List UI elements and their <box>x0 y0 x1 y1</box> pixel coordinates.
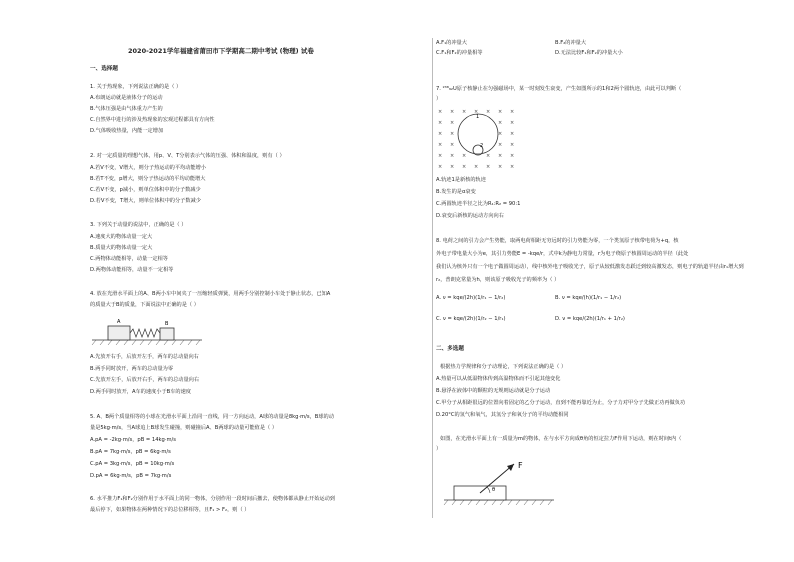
question-stem: 2. 对一定质量的理想气体，用p、V、T分别表示气体的压强、体积和温度，则有（ ） <box>90 153 285 159</box>
svg-text:×: × <box>462 109 467 115</box>
cart-spring-diagram <box>90 314 210 346</box>
option-a: A.速度大的物体动量一定大 <box>90 234 153 240</box>
svg-text:×: × <box>450 120 455 126</box>
column-divider <box>432 38 433 518</box>
option-a: A.热量可以从低温物体传到高温物体而不引起其他变化 <box>436 376 561 382</box>
svg-text:×: × <box>450 131 455 137</box>
option-b: B.若T不变，p增大，则分子热运动的平均动能增大 <box>90 176 206 182</box>
svg-text:×: × <box>474 164 479 170</box>
svg-text:×: × <box>474 109 479 115</box>
svg-text:×: × <box>498 131 503 137</box>
label-a: A <box>117 319 121 325</box>
svg-text:×: × <box>510 153 515 159</box>
svg-text:×: × <box>450 109 455 115</box>
question-stem: 6. 水平推力F₁和F₂分别作用于水平面上的同一物体，分别作用一段时间后撤去，使物体都从静止开始运动到 <box>90 496 335 502</box>
question-stem: 8. 电荷之间的引力会产生势能，取两电荷相距无穷远时的引力势能为零，一个类氢原子核带电荷为+q，核 <box>436 238 679 244</box>
option-a: A. ν = kqe/(2h)(1/r₁ − 1/r₂) <box>436 295 506 301</box>
option-d: D.气体吸收热量，内能一定增加 <box>90 128 164 134</box>
svg-text:×: × <box>486 109 491 115</box>
orbit-2-label: 2 <box>480 143 484 149</box>
svg-text:×: × <box>498 120 503 126</box>
svg-text:×: × <box>438 109 443 115</box>
svg-text:×: × <box>486 164 491 170</box>
inclined-force-diagram <box>440 458 560 508</box>
question-stem-cont: 的质量大于B的质量，下面说法中正确的是（ ） <box>90 302 199 308</box>
option-d: D.若V不变，T增大，则单位体积中的分子数减少 <box>90 198 201 204</box>
svg-text:×: × <box>486 153 491 159</box>
angle-label: θ <box>492 487 496 493</box>
option-c: C.两物体动能相等，动量一定相等 <box>90 256 168 262</box>
option-a: A.pA = -2kg·m/s，pB = 14kg·m/s <box>90 437 176 443</box>
option-d: D.无法比较F₁和F₂的冲量大小 <box>555 50 623 56</box>
question-stem: 如图，在光滑水平面上有一质量为m的物体，在与水平方向成θ角的恒定拉力F作用下运动，则在时间t内（ <box>440 436 682 442</box>
svg-text:×: × <box>498 153 503 159</box>
force-label: F <box>518 461 523 470</box>
option-b: B.F₂的冲量大 <box>555 40 587 46</box>
option-b: B.pA = 7kg·m/s，pB = 6kg·m/s <box>90 449 171 455</box>
svg-text:×: × <box>462 153 467 159</box>
svg-text:×: × <box>510 164 515 170</box>
question-stem-cont: 量是5kg·m/s，当A球追上B球发生碰撞，则碰撞后A、B两球的动量可能值是（ ） <box>90 425 278 431</box>
orbit-1 <box>458 114 498 154</box>
option-a: A.轨迹1是新核的轨迹 <box>436 177 486 183</box>
question-stem: 3. 下列关于动量的说法中，正确的是（ ） <box>90 222 187 228</box>
option-c: C.自然界中进行的涉及热现象的宏观过程都具有方向性 <box>90 117 215 123</box>
option-c: C. ν = kqe/(2h)(1/r₂ − 1/r₁) <box>436 316 506 322</box>
question-stem-cont: 我们认为核外只有一个电子做圆周运动），线中核外电子吸收光子，原子从较低激发态跃迁到较高激发态，则电子的轨道半径由r₁增大到 <box>436 264 744 270</box>
option-d: D. ν = kqe/(2h)(1/r₁ + 1/r₂) <box>555 316 625 322</box>
cart-a <box>108 326 130 340</box>
svg-text:×: × <box>510 109 515 115</box>
compressed-spring <box>130 329 160 337</box>
svg-text:×: × <box>498 142 503 148</box>
svg-text:×: × <box>462 164 467 170</box>
svg-text:×: × <box>450 164 455 170</box>
ground-hatch <box>444 500 552 505</box>
option-a: A.F₁的冲量大 <box>436 40 467 46</box>
svg-text:×: × <box>438 142 443 148</box>
option-a: A.若V不变，V增大，则分子热运动的平均动能增小 <box>90 165 206 171</box>
option-c: C.先放开左手，后放开右手，两车的总动量向右 <box>90 377 200 383</box>
option-a: A.先放开右手，后放开左手，两车的总动量向右 <box>90 354 199 360</box>
svg-text:×: × <box>450 142 455 148</box>
section-heading: 二、多选题 <box>436 346 464 352</box>
question-stem: 根据热力学规律和分子动理论，下列说法正确的是（ ） <box>440 364 567 370</box>
option-c: C.pA = 3kg·m/s，pB = 10kg·m/s <box>90 461 175 467</box>
section-heading: 一、选择题 <box>90 66 118 72</box>
orbit-1-label: 1 <box>476 114 480 120</box>
svg-text:×: × <box>510 142 515 148</box>
option-d: D.20°C的氢气和氧气，其氢分子和氧分子的平均动能相同 <box>436 412 569 418</box>
svg-text:×: × <box>438 164 443 170</box>
option-d: D.两手同时放开，A车的速度小于B车的速度 <box>90 389 191 395</box>
option-a: A.布朗运动就是液体分子的运动 <box>90 95 163 101</box>
option-b: B.悬浮在液体中的颗粒的无规则运动就是分子运动 <box>436 388 551 394</box>
question-stem-cont: ） <box>436 96 442 102</box>
option-d: D.pA = 6kg·m/s，pB = 7kg·m/s <box>90 473 172 479</box>
cart-b <box>160 328 174 340</box>
question-stem-cont: ） <box>436 446 442 452</box>
magnetic-field-diagram <box>436 106 520 172</box>
question-stem: 4. 放在光滑水平面上的A、B两小车中间夹了一压缩轻质弹簧，用两手分别控制小车处于静止状态，已知A <box>90 291 331 297</box>
option-d: D.两物体动能相等，动量不一定相等 <box>90 267 174 273</box>
option-b: B.两手同时放开，两车的总动量为零 <box>90 366 174 372</box>
option-b: B.发生的是α衰变 <box>436 189 476 195</box>
svg-text:×: × <box>498 164 503 170</box>
svg-text:×: × <box>450 153 455 159</box>
ground-hatch <box>92 340 200 345</box>
question-stem: 7. ²³⁸₉₂U原子核静止在匀强磁场中，某一时刻发生衰变，产生如图所示的1和2两个圆轨迹，由此可以判断（ <box>436 86 682 92</box>
question-stem: 5. A、B两个质量相等的小球在光滑水平面上沿同一直线，同一方向运动，A球的动量是8kg·m/s，B球的动 <box>90 414 334 420</box>
svg-text:×: × <box>498 109 503 115</box>
option-d: D.衰变后新核的运动方向向右 <box>436 213 504 219</box>
option-c: C.甲分子从相距很远的位置向着固定的乙分子运动，直到不能再靠近为止，分子力对甲分子先做正功再做负功 <box>436 400 686 406</box>
option-b: B.气体压强是由气体重力产生的 <box>90 106 163 112</box>
svg-text:×: × <box>438 120 443 126</box>
svg-text:×: × <box>438 153 443 159</box>
force-arrow-head <box>507 464 514 471</box>
svg-text:×: × <box>438 131 443 137</box>
option-c: C.F₁和F₂的冲量相等 <box>436 50 483 56</box>
option-c: C.两圆轨迹半径之比为R₁:R₂ = 90:1 <box>436 201 521 207</box>
option-b: B. ν = kqe/(h)(1/r₁ − 1/r₂) <box>555 295 622 301</box>
question-stem: 1. 关于热现象，下列说法正确的是（ ） <box>90 84 182 90</box>
question-stem-cont: 最后停下，如果物体在两种情况下的总位移相等，且F₁ > F₂，则（ ） <box>90 507 250 513</box>
option-b: B.质量大的物体动量一定大 <box>90 245 153 251</box>
svg-text:×: × <box>510 120 515 126</box>
option-c: C.若V不变，p减小，则单位体积中的分子数减少 <box>90 187 201 193</box>
question-stem-cont: r₂，普朗克常量为h，则该原子吸收光子的频率为（ ） <box>436 277 560 283</box>
label-b: B <box>165 321 169 327</box>
page-title: 2020-2021学年福建省莆田市下学期高二期中考试 (物理) 试卷 <box>128 47 314 55</box>
svg-text:×: × <box>510 131 515 137</box>
question-stem-cont: 外电子带电量大小为e，其引力势能E = -kqe/r，式中k为静电力常量，r为电子绕原子核圆周运动的半径（此处 <box>436 251 689 257</box>
